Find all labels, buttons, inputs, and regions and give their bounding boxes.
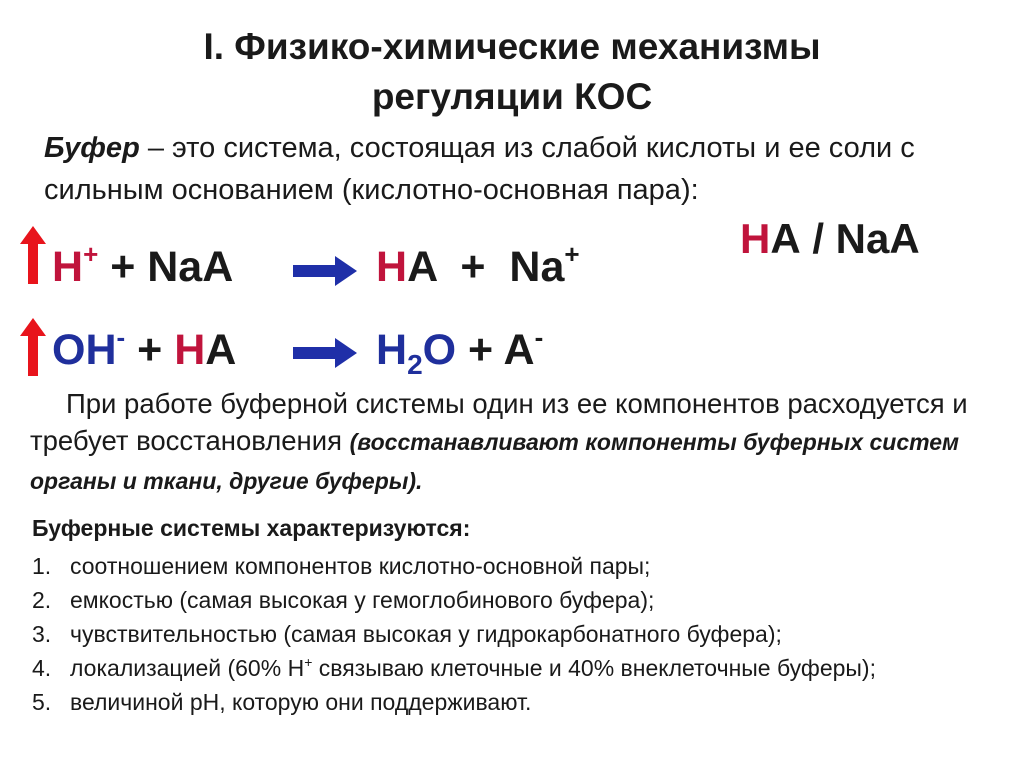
list-item-number: 3.	[32, 621, 52, 647]
list-heading: Буферные системы характеризуются:	[32, 515, 471, 541]
list-item	[32, 617, 992, 651]
buffer-paragraph	[30, 385, 1010, 500]
list-item-text-a: локализацией (60% Н	[70, 655, 305, 681]
list-item-text: емкостью (самая высокая у гемоглобинового буфера);	[70, 587, 655, 613]
reaction-1-product-h: H	[376, 243, 408, 291]
red-up-arrow-icon	[20, 318, 46, 376]
list-item-number: 2.	[32, 587, 52, 613]
list-item-number: 4.	[32, 655, 52, 681]
reaction-1-naa: + NaA	[98, 243, 234, 291]
reaction-1-h: H	[52, 243, 84, 291]
reaction-1-na-charge: +	[564, 239, 580, 269]
reaction-2-plus: +	[125, 326, 175, 374]
buffer-pair-rest: А / NaA	[770, 215, 920, 262]
reaction-2-ha-h: H	[174, 326, 206, 374]
blue-right-arrow-icon	[293, 338, 357, 368]
buffer-term: Буфер	[44, 132, 140, 164]
list-item-text: соотношением компонентов кислотно-основной пары;	[70, 553, 651, 579]
buffer-definition	[44, 127, 994, 211]
reaction-1-product-rest: A + Na	[407, 243, 565, 291]
characteristics-list	[32, 549, 992, 719]
list-item	[32, 685, 992, 719]
buffer-pair-formula	[740, 215, 920, 263]
reaction-2-a-charge: -	[534, 322, 544, 352]
water-subscript: 2	[407, 349, 423, 380]
reaction-1-products	[376, 239, 580, 292]
list-item-text: величиной рН, которую они поддерживают.	[70, 689, 532, 715]
reaction-2-oh: OH	[52, 326, 117, 374]
reaction-2-a: + A	[456, 326, 535, 374]
reaction-2-ha-a: A	[205, 326, 237, 374]
list-item	[32, 583, 992, 617]
reaction-2-oh-charge: -	[116, 322, 126, 352]
paragraph-note: (восстанавливают компоненты буферных систем органы и ткани, другие буферы).	[30, 429, 960, 494]
title-line-1: I. Физико-химические механизмы	[203, 26, 821, 67]
list-item	[32, 651, 992, 685]
paragraph-main: При работе буферной системы один из ее компонентов расходуется и требует восстановления	[30, 388, 968, 456]
page-title	[0, 22, 1024, 122]
list-item-number: 5.	[32, 689, 52, 715]
reaction-1-h-charge: +	[83, 239, 99, 269]
reaction-2-products	[376, 322, 544, 380]
buffer-pair-h: Н	[740, 215, 771, 262]
buffer-definition-text: – это система, состоящая из слабой кислоты и ее соли с сильным основанием (кислотно-основная пара):	[44, 132, 915, 206]
water-h: H	[376, 326, 408, 374]
list-item-sup: +	[304, 654, 313, 670]
list-item-text: чувствительностью (самая высокая у гидрокарбонатного буфера);	[70, 621, 782, 647]
list-item	[32, 549, 992, 583]
list-item-text-b: связываю клеточные и 40% внеклеточные буферы);	[312, 655, 876, 681]
reaction-1-reactants	[52, 239, 234, 292]
title-line-2: регуляции КОС	[371, 76, 653, 117]
list-item-number: 1.	[32, 553, 52, 579]
blue-right-arrow-icon	[293, 256, 357, 286]
reaction-2-reactants	[52, 322, 237, 375]
water-o: O	[422, 326, 457, 374]
red-up-arrow-icon	[20, 226, 46, 284]
